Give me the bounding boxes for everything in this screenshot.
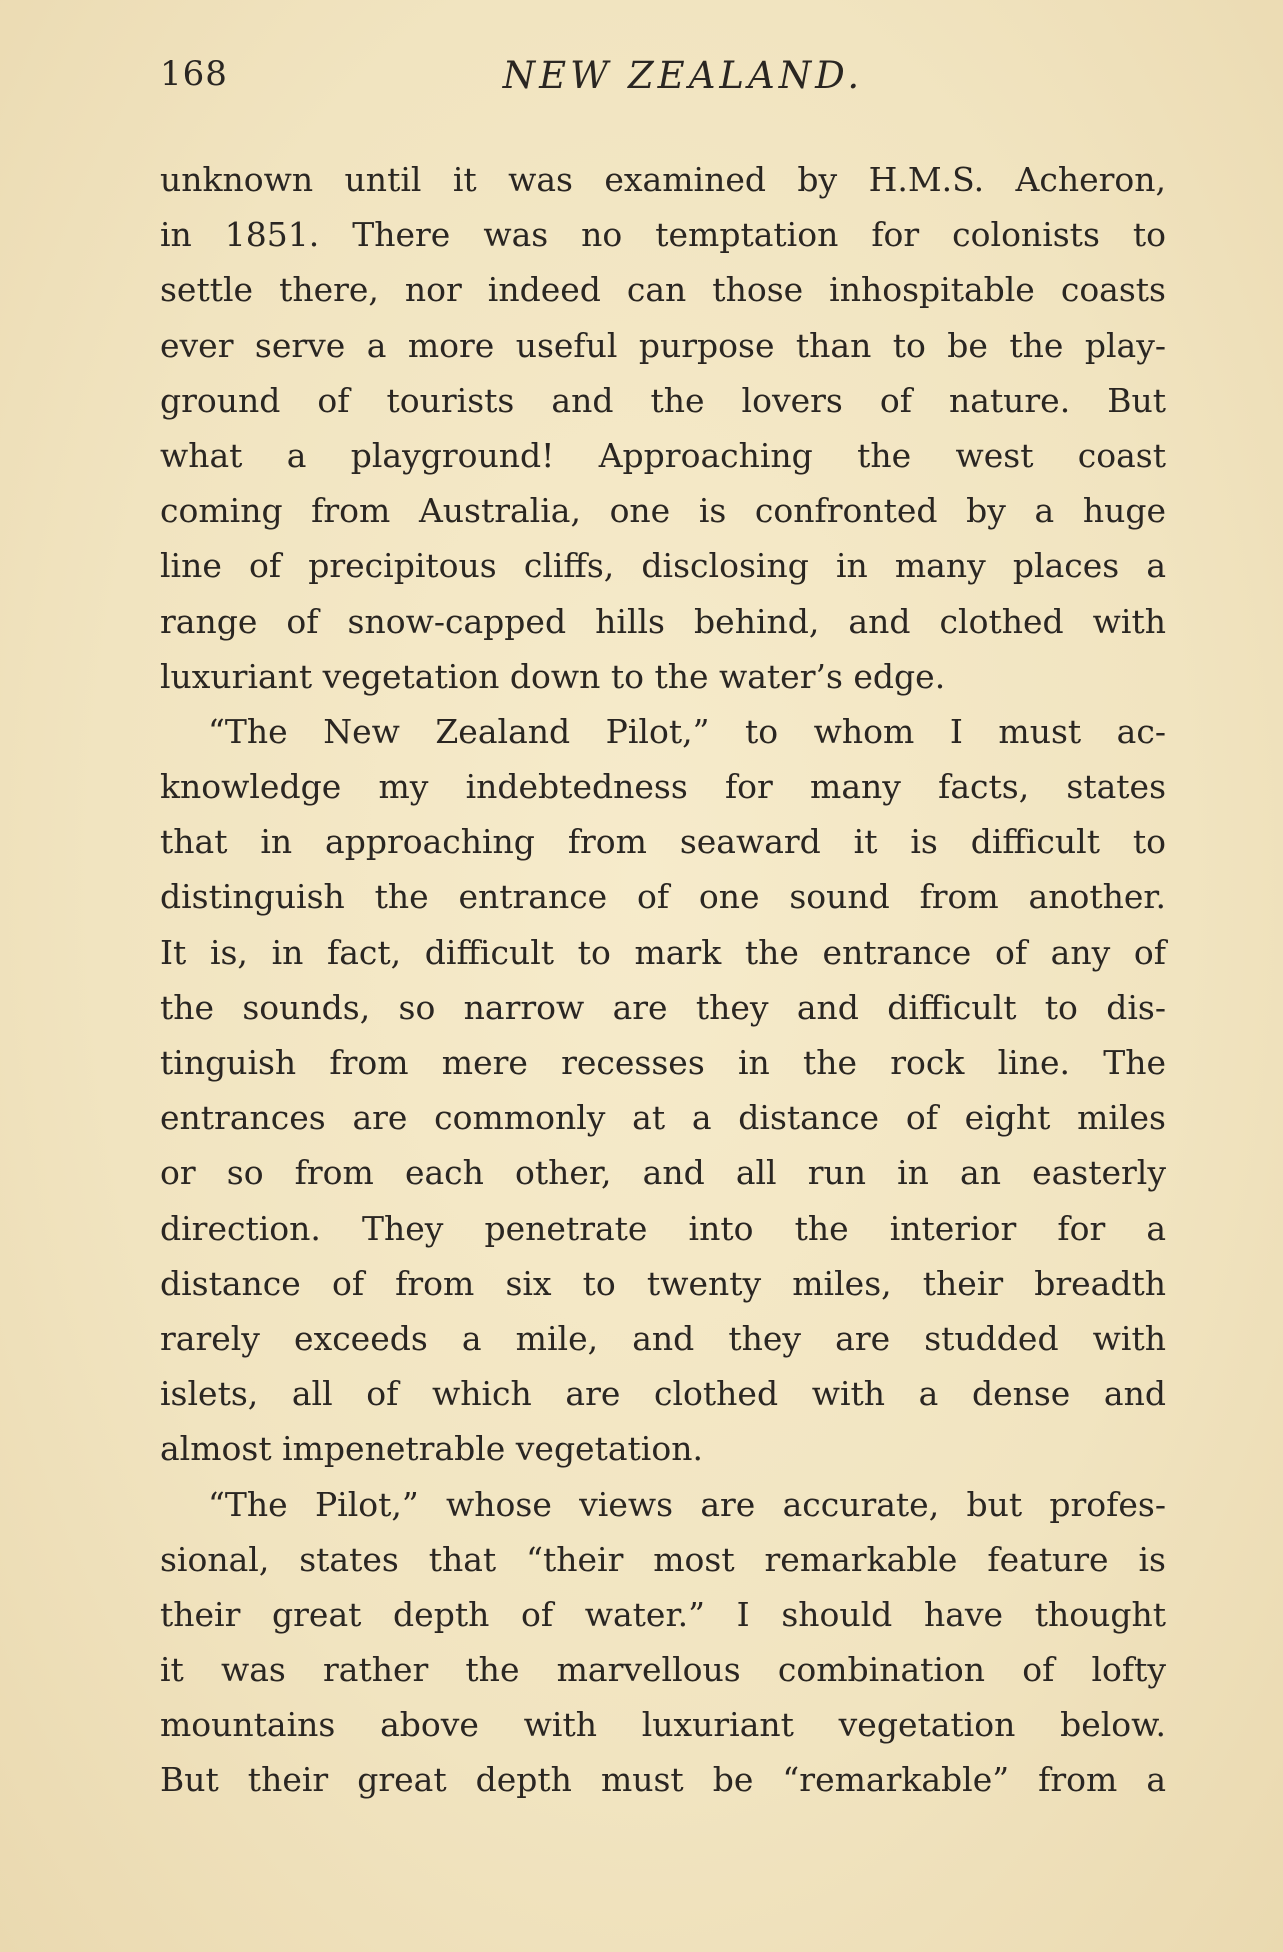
text-line: or so from each other, and all run in an easterly bbox=[160, 1153, 1166, 1193]
text-line: line of precipitous cliffs, disclosing in many places a bbox=[160, 546, 1166, 586]
text-line: direction. They penetrate into the interior for a bbox=[160, 1208, 1166, 1248]
text-line: mountains above with luxuriant vegetation below. bbox=[160, 1705, 1166, 1745]
text-line: their great depth of water.” I should have thought bbox=[160, 1594, 1166, 1634]
page-number: 168 bbox=[160, 54, 228, 94]
text-line: ever serve a more useful purpose than to be the play- bbox=[160, 325, 1166, 365]
text-line: it was rather the marvellous combination of lofty bbox=[160, 1650, 1166, 1690]
text-line: in 1851. There was no temptation for colonists to bbox=[160, 215, 1166, 255]
text-line: unknown until it was examined by H.M.S. Acheron, bbox=[160, 160, 1166, 199]
text-line: tinguish from mere recesses in the rock line. The bbox=[160, 1043, 1166, 1082]
text-line: islets, all of which are clothed with a dense and bbox=[160, 1374, 1166, 1414]
text-line: distance of from six to twenty miles, their breadth bbox=[160, 1263, 1166, 1303]
text-line: sional, states that “their most remarkable feature is bbox=[160, 1539, 1166, 1579]
text-line: knowledge my indebtedness for many facts, states bbox=[160, 767, 1166, 807]
text-line: what a playground! Approaching the west coast bbox=[160, 435, 1166, 475]
body-text bbox=[160, 152, 1166, 1808]
text-line: But their great depth must be “remarkable” from a bbox=[160, 1760, 1166, 1800]
text-line: that in approaching from seaward it is difficult to bbox=[160, 822, 1166, 862]
text-line: It is, in fact, difficult to mark the entrance of any of bbox=[160, 932, 1166, 972]
running-head bbox=[160, 54, 1166, 114]
text-line: “The Pilot,” whose views are accurate, but profes- bbox=[208, 1484, 1166, 1524]
text-line: ground of tourists and the lovers of nature. But bbox=[160, 380, 1166, 420]
text-line: almost impenetrable vegetation. bbox=[160, 1429, 703, 1469]
text-line: settle there, nor indeed can those inhospitable coasts bbox=[160, 270, 1166, 310]
text-line: range of snow-capped hills behind, and clothed with bbox=[160, 601, 1166, 641]
text-line: rarely exceeds a mile, and they are studded with bbox=[160, 1318, 1166, 1358]
text-line: coming from Australia, one is confronted by a huge bbox=[160, 491, 1166, 531]
text-line: distinguish the entrance of one sound from another. bbox=[160, 877, 1166, 917]
text-line: “The New Zealand Pilot,” to whom I must ac- bbox=[208, 711, 1166, 751]
text-line: entrances are commonly at a distance of eight miles bbox=[160, 1098, 1166, 1138]
running-title: NEW ZEALAND. bbox=[502, 54, 864, 97]
text-line: the sounds, so narrow are they and difficult to dis- bbox=[160, 987, 1166, 1027]
text-line: luxuriant vegetation down to the water’s edge. bbox=[160, 656, 946, 696]
